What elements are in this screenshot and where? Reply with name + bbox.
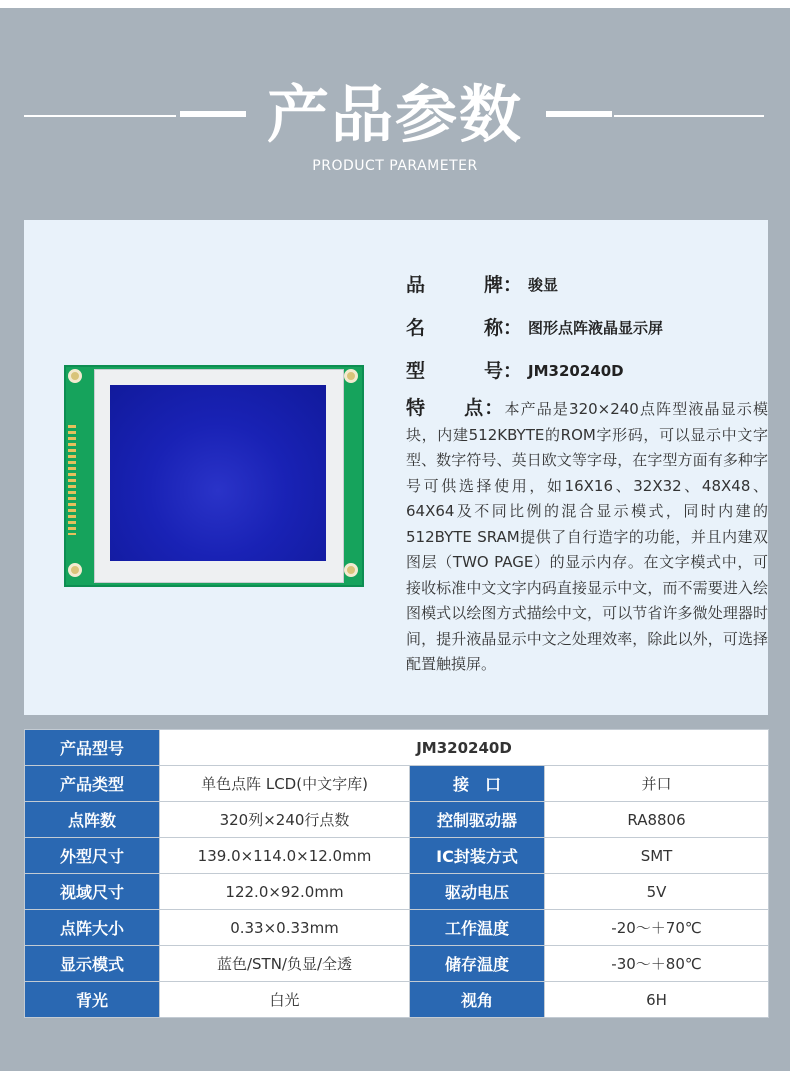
table-header-cell: 接 口 <box>410 766 545 802</box>
product-panel <box>24 220 768 715</box>
table-header-cell: 点阵大小 <box>25 910 160 946</box>
lcd-screen <box>110 385 326 561</box>
mount-hole <box>68 563 82 577</box>
table-header-cell: 点阵数 <box>25 802 160 838</box>
table-cell: RA8806 <box>545 802 769 838</box>
header-dash-left <box>180 111 246 117</box>
header-rule-right <box>614 115 764 117</box>
table-row <box>25 766 769 802</box>
header-dash-right <box>546 111 612 117</box>
table-row <box>25 730 769 766</box>
table-header-cell: 产品型号 <box>25 730 160 766</box>
table-cell: SMT <box>545 838 769 874</box>
table-header-cell: 显示模式 <box>25 946 160 982</box>
table-header-cell: IC封装方式 <box>410 838 545 874</box>
table-cell: 122.0×92.0mm <box>160 874 410 910</box>
table-header-cell: 产品类型 <box>25 766 160 802</box>
table-row <box>25 946 769 982</box>
table-row <box>25 982 769 1018</box>
mount-hole <box>344 369 358 383</box>
top-divider <box>0 0 790 8</box>
table-header-cell: 控制驱动器 <box>410 802 545 838</box>
spec-value: 图形点阵液晶显示屏 <box>528 319 664 337</box>
parameter-table <box>24 729 769 1018</box>
spec-label: 特 <box>406 397 427 419</box>
spec-label: 牌： <box>484 274 523 296</box>
table-header-cell: 驱动电压 <box>410 874 545 910</box>
table-row <box>25 874 769 910</box>
spec-value: 骏显 <box>528 276 559 294</box>
spec-label: 名 <box>406 317 426 339</box>
table-cell: 并口 <box>545 766 769 802</box>
table-cell: 白光 <box>160 982 410 1018</box>
table-row <box>25 838 769 874</box>
lcd-module-image <box>64 365 364 587</box>
table-header-cell: 储存温度 <box>410 946 545 982</box>
table-header-cell: 背光 <box>25 982 160 1018</box>
mount-hole <box>344 563 358 577</box>
spec-label: 品 <box>406 274 426 296</box>
feature-text: 本产品是320×240点阵型液晶显示模块，内建512KBYTE的ROM字形码，可以显示中文字型、数字符号、英日欧文等字母，在字型方面有多种字号可供选择使用，如16X16、32X32、48X48、64X64及不同比例的混合显示模式，同时内建的512BYTE SRAM提供了自行造字的功能，并且内建双图层（TWO PAGE）的显示内存。在文字模式中，可接收标准中文文字内码直接显示中文，而不需要进入绘图模式以绘图方式描绘中文，可以节省许多微处理器时间，提升液晶显示中文之处理效率，除此以外，可选择配置触摸屏。 <box>406 400 768 673</box>
table-cell: 0.33×0.33mm <box>160 910 410 946</box>
table-cell: 6H <box>545 982 769 1018</box>
header-rule-left <box>24 115 176 117</box>
lcd-pin-header <box>68 425 76 535</box>
table-cell: 320列×240行点数 <box>160 802 410 838</box>
table-header-cell: 视角 <box>410 982 545 1018</box>
spec-label: 型 <box>406 360 426 382</box>
section-header <box>0 70 790 180</box>
spec-label: 点： <box>464 397 505 419</box>
table-cell: -20～＋70℃ <box>545 910 769 946</box>
mount-hole <box>68 369 82 383</box>
table-cell: -30～＋80℃ <box>545 946 769 982</box>
table-cell: 139.0×114.0×12.0mm <box>160 838 410 874</box>
table-row <box>25 802 769 838</box>
spec-value: JM320240D <box>528 362 624 380</box>
spec-label: 号： <box>484 360 523 382</box>
table-cell: 蓝色/STN/负显/全透 <box>160 946 410 982</box>
spec-feature <box>406 396 768 678</box>
table-header-cell: 视域尺寸 <box>25 874 160 910</box>
page-title: 产品参数 <box>266 78 523 151</box>
table-cell: 单色点阵 LCD(中文字库) <box>160 766 410 802</box>
table-cell: JM320240D <box>160 730 769 766</box>
table-header-cell: 外型尺寸 <box>25 838 160 874</box>
spec-label: 称： <box>484 317 523 339</box>
table-header-cell: 工作温度 <box>410 910 545 946</box>
table-cell: 5V <box>545 874 769 910</box>
table-row <box>25 910 769 946</box>
page-subtitle: PRODUCT PARAMETER <box>312 158 478 174</box>
